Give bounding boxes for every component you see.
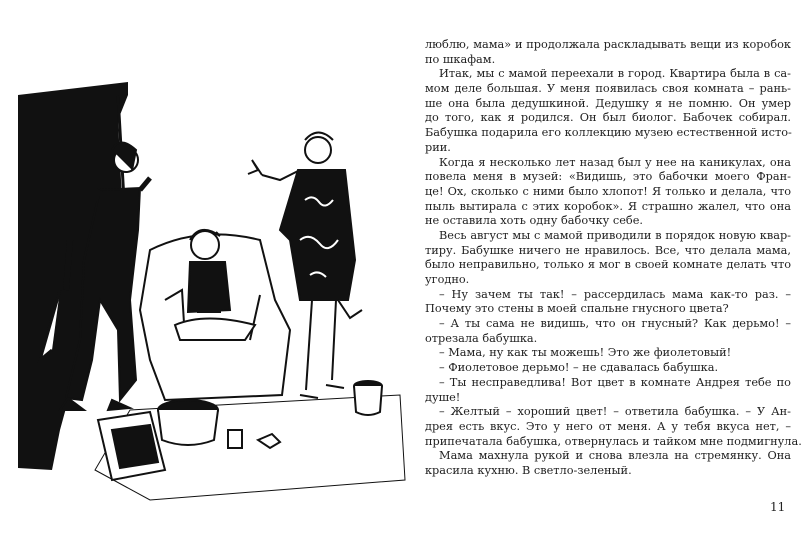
paint-supplies: [95, 381, 405, 500]
text-line: отрезала бабушка.: [425, 331, 538, 345]
text-line: – Фиолетовое дерьмо! – не сдавалась бабушка.: [439, 361, 719, 375]
text-line: – А ты сама не видишь, что он гнусный? Как дерьмо! –: [439, 317, 791, 331]
text-line: до того, как я родился. Он был биолог. Бабочек собирал.: [425, 111, 791, 125]
text-line: припечатала бабушка, отвернулась и тайком мне подмигнула.: [425, 434, 802, 448]
text-line: тиру. Бабушке ничего не нравилось. Все, что делала мама,: [425, 243, 791, 257]
text-line: Весь август мы с мамой приводили в порядок новую квар-: [439, 228, 791, 242]
page-number: 11: [770, 500, 786, 514]
text-line: душе!: [425, 390, 461, 404]
text-line: Почему это стены в моей спальне гнусного цвета?: [425, 302, 729, 316]
text-line: угодно.: [425, 273, 470, 286]
text-line: ше она была дедушкиной. Дедушку я не помню. Он умер: [425, 96, 791, 110]
text-line: повела меня в музей: «Видишь, это бабочки моего Фран-: [425, 170, 791, 184]
text-line: Бабушка подарила его коллекцию музею естественной исто-: [425, 126, 792, 140]
text-line: Когда я несколько лет назад был у нее на каникулах, она: [439, 155, 791, 169]
text-line: Мама махнула рукой и снова влезла на стремянку. Она: [439, 449, 791, 463]
text-line: не оставила хоть одну бабочку себе.: [425, 214, 643, 228]
text-line: было неправильно, только я мог в своей комнате делать что: [425, 258, 791, 272]
body-text: [425, 38, 802, 479]
text-line: Итак, мы с мамой переехали в город. Квартира была в са-: [439, 67, 791, 81]
text-line: – Желтый – хороший цвет! – ответила бабушка. – У Ан-: [439, 405, 791, 419]
armchair-with-boy: [140, 230, 290, 400]
text-line: дрея есть вкус. Это у него от меня. А у тебя вкуса нет, –: [425, 419, 791, 433]
text-line: пыль вытирала с этих коробок». Я страшно жалел, что она: [425, 199, 791, 213]
text-line: це! Ох, сколько с ними было хлопот! Я только и делала, что: [425, 184, 791, 198]
text-line: – Мама, ну как ты можешь! Это же фиолетовый!: [439, 346, 732, 360]
text-line: – Ну зачем ты так! – рассердилась мама как-то раз. –: [439, 287, 791, 301]
text-line: по шкафам.: [425, 52, 496, 66]
text-line: люблю, мама» и продолжала раскладывать вещи из коробок: [425, 38, 791, 51]
text-line: – Ты несправедлива! Вот цвет в комнате Андрея тебе по: [439, 375, 791, 389]
text-line: мом деле большая. У меня появилась своя комната – рань-: [425, 82, 791, 96]
text-line: рии.: [425, 140, 451, 154]
text-line: красила кухню. В светло-зеленый.: [425, 463, 632, 477]
